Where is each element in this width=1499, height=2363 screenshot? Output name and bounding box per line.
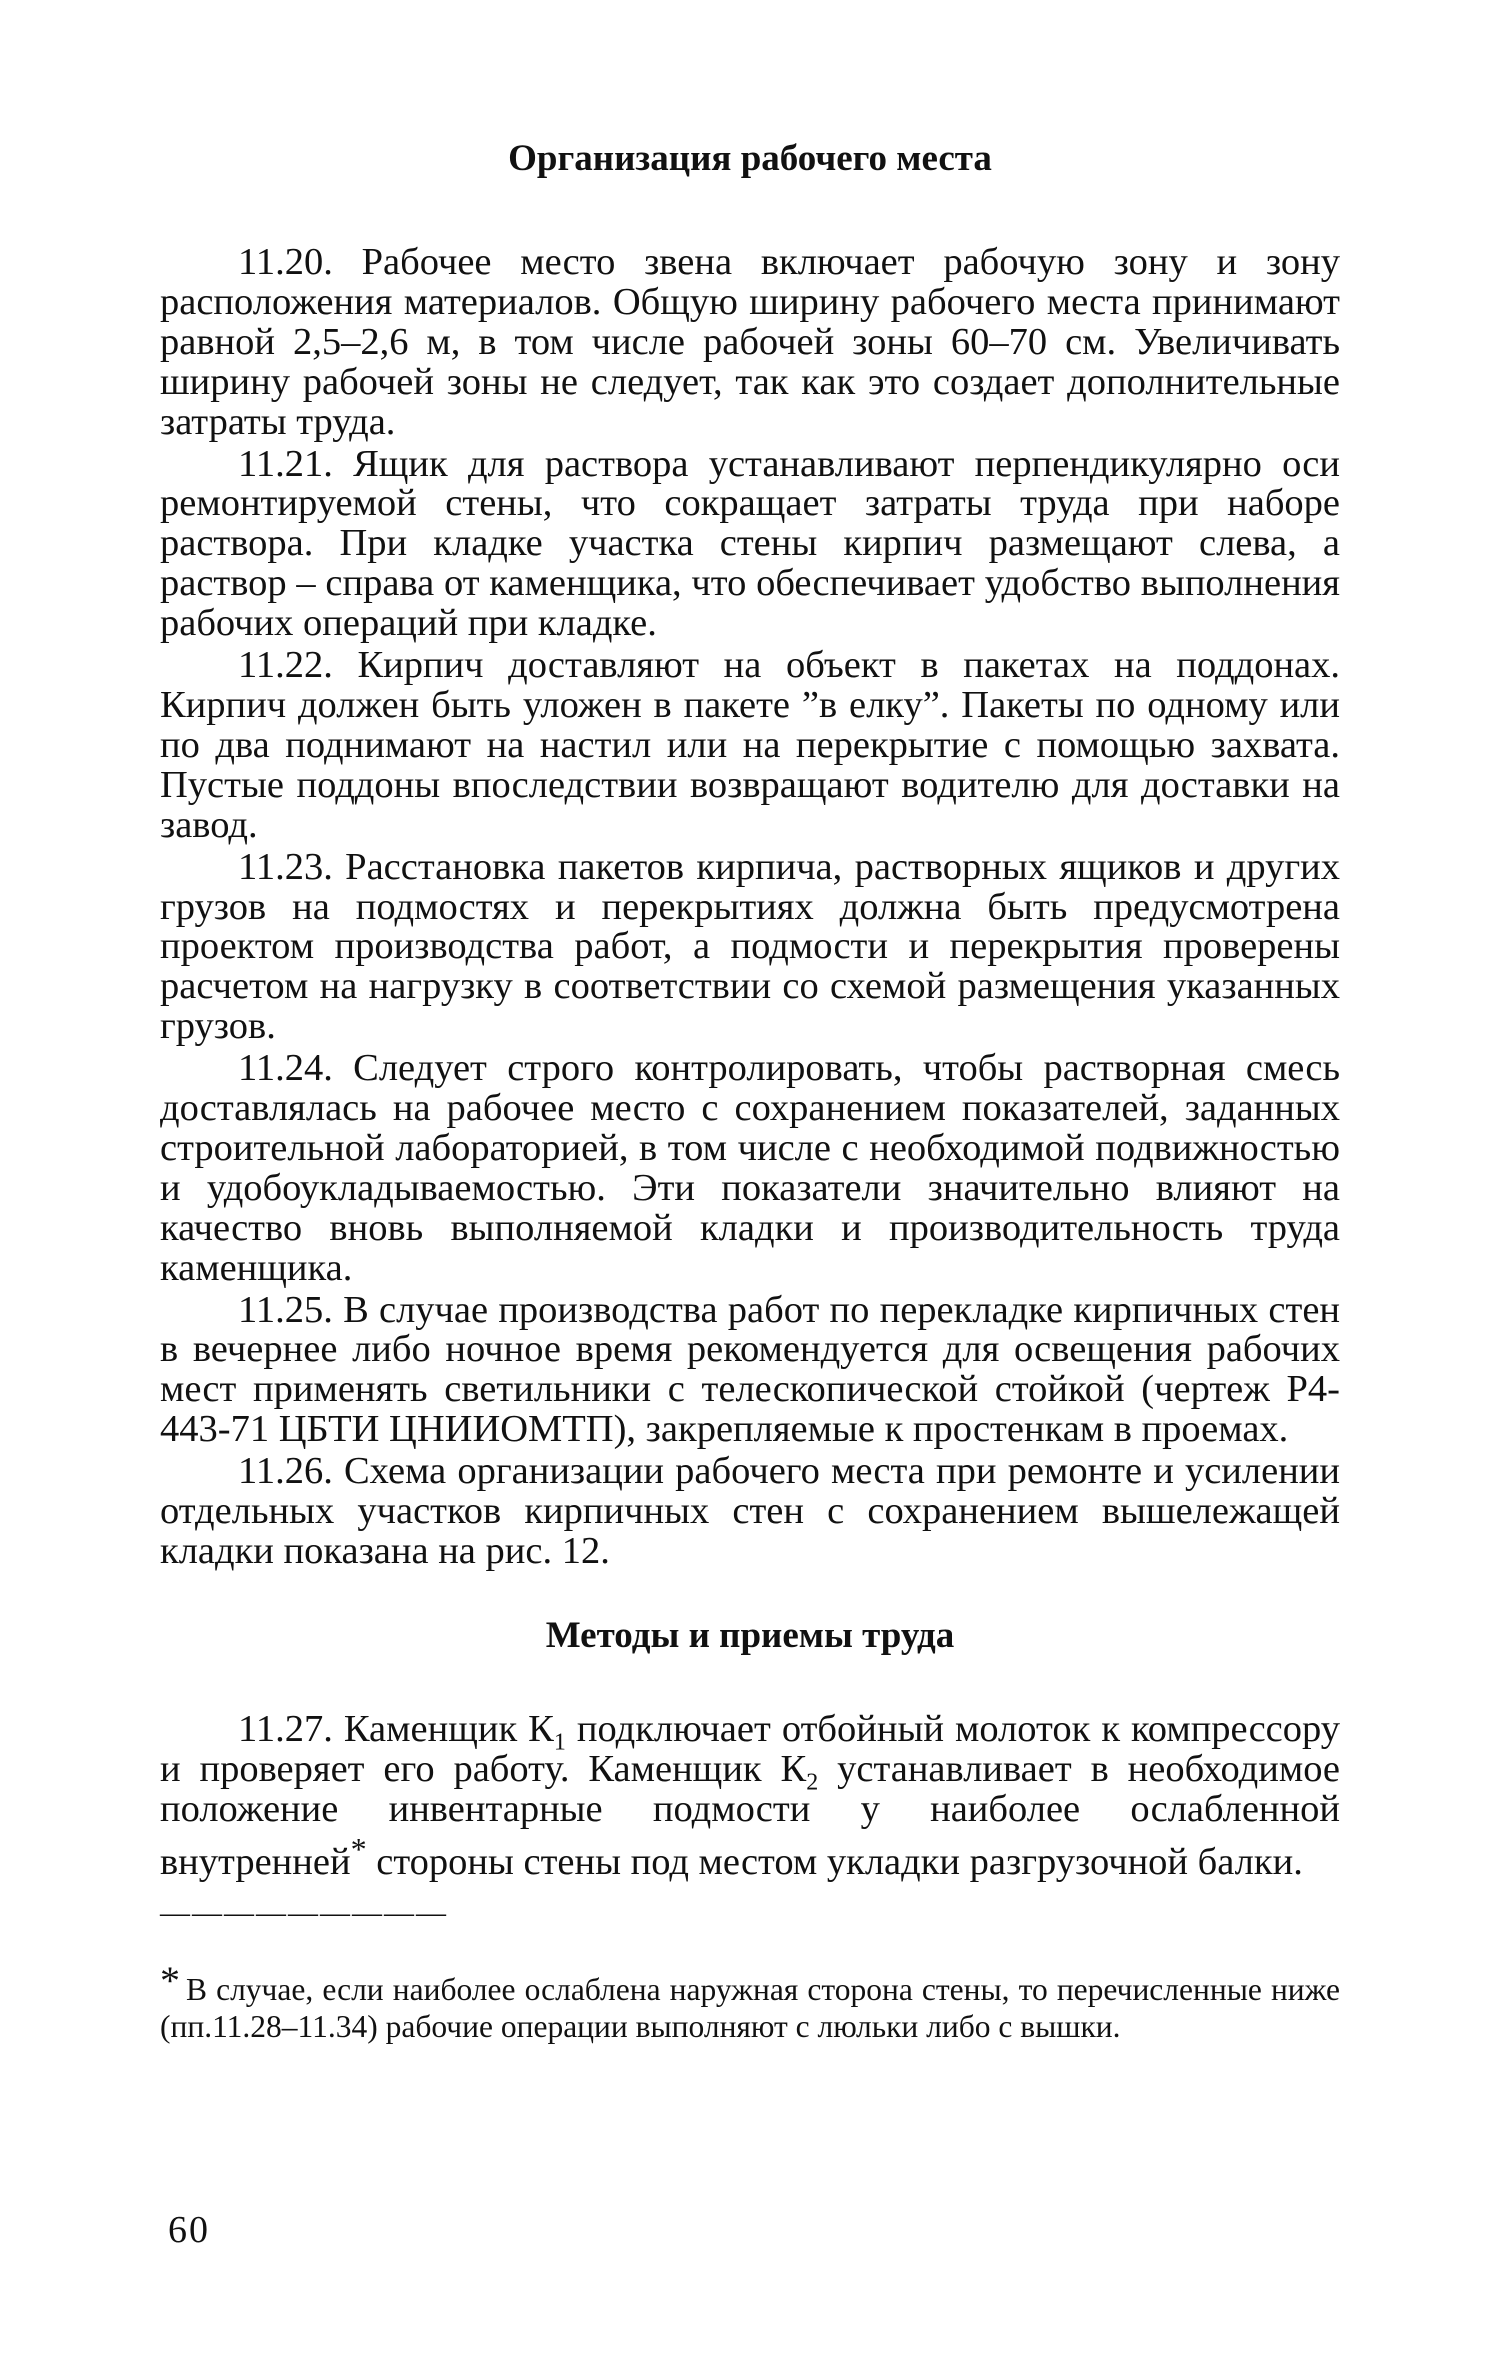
page-number: 60 (168, 2209, 210, 2251)
paragraph-11-24 (160, 1049, 1340, 1288)
paragraph-11-20 (160, 243, 1340, 443)
paragraph-11-22 (160, 646, 1340, 846)
footnote-text: В случае, если наиболее ослаблена наружная сторона стены, то перечисленные ниже (пп.11.28–11.34) рабочие операции выполняют с люльки либо с вышки. (160, 1972, 1340, 2045)
paragraph-text-part: устанавливает в необходимое положение инвентарные подмости у наиболее ослабленной внутренней (160, 1747, 1340, 1883)
subscript-index: 1 (553, 1729, 566, 1756)
paragraph-number: 11.21. (238, 442, 333, 485)
paragraph-11-26 (160, 1452, 1340, 1572)
paragraph-text: Рабочее место звена включает рабочую зону и зону расположения материалов. Общую ширину рабочего места принимают равной 2,5–2,6 м, в том числе рабочей зоны 60–70 см. Увеличивать ширину рабочей зоны не следует, так как это создает дополнительные затраты труда. (160, 241, 1340, 443)
subscript-index: 2 (806, 1769, 819, 1796)
paragraph-text: Ящик для раствора устанавливают перпендикулярно оси ремонтируемой стены, что сокращает затраты труда при наборе раствора. При кладке участка стены кирпич размещают слева, а раствор – справа от каменщика, что обеспечивает удобство выполнения рабочих операций при кладке. (160, 442, 1340, 645)
paragraph-11-21 (160, 442, 1340, 645)
page-body (160, 135, 1340, 2045)
footnote-separator: ————————— (160, 1896, 448, 1930)
paragraph-11-25 (160, 1288, 1341, 1451)
paragraph-number: 11.26. (238, 1450, 333, 1493)
paragraph-text-part: подключает отбойный молоток к компрессору и проверяет его работу. Каменщик К (160, 1707, 1341, 1790)
paragraph-number: 11.20. (238, 241, 333, 283)
paragraph-text-part: Каменщик К (343, 1707, 554, 1750)
paragraph-number: 11.27. (238, 1707, 333, 1750)
paragraph-number: 11.23. (238, 845, 333, 888)
paragraph-number: 11.22. (238, 644, 333, 687)
paragraph-text: В случае производства работ по перекладке кирпичных стен в вечернее либо ночное время рекомендуется для освещения рабочих мест применять светильники с телескопической стойкой (чертеж Р4-443-71 ЦБТИ ЦНИИОМТП), закрепляемые к простенкам в проемах. (160, 1288, 1341, 1451)
paragraph-text: Схема организации рабочего места при ремонте и усилении отдельных участков кирпичных стен с сохранением вышележащей кладки показана на рис. 12. (160, 1450, 1341, 1572)
paragraph-text: Расстановка пакетов кирпича, растворных ящиков и других грузов на подмостях и перекрытиях должна быть предусмотрена проектом производства работ, а подмости и перекрытия проверены расчетом на нагрузку в соответствии со схемой размещения указанных грузов. (160, 845, 1340, 1048)
paragraph-text: Следует строго контролировать, чтобы растворная смесь доставлялась на рабочее место с сохранением показателей, заданных строительной лабораторией, в том числе с необходимой подвижностью и удобоукладываемостью. Эти показатели значительно влияют на качество вновь выполняемой кладки и производительность труда каменщика. (160, 1047, 1341, 1289)
footnote-reference: * (350, 1830, 367, 1867)
footnote (160, 1958, 1340, 2045)
paragraph-number: 11.24. (238, 1047, 333, 1090)
paragraph-text-part: стороны стены под местом укладки разгрузочной балки. (366, 1840, 1303, 1883)
section-heading-methods: Методы и приемы труда (545, 1614, 955, 1656)
paragraph-text: Кирпич доставляют на объект в пакетах на поддонах. Кирпич должен быть уложен в пакете ”в елку”. Пакеты по одному или по два поднимают на настил или на перекрытие с помощью захвата. Пустые поддоны впоследствии возвращают водителю для доставки на завод. (160, 644, 1341, 846)
paragraph-11-27 (160, 1707, 1341, 1883)
paragraph-number: 11.25. (238, 1288, 333, 1331)
footnote-mark: * (160, 1958, 180, 2004)
paragraph-11-23 (160, 845, 1340, 1048)
section-heading-workplace: Организация рабочего места (508, 138, 992, 179)
